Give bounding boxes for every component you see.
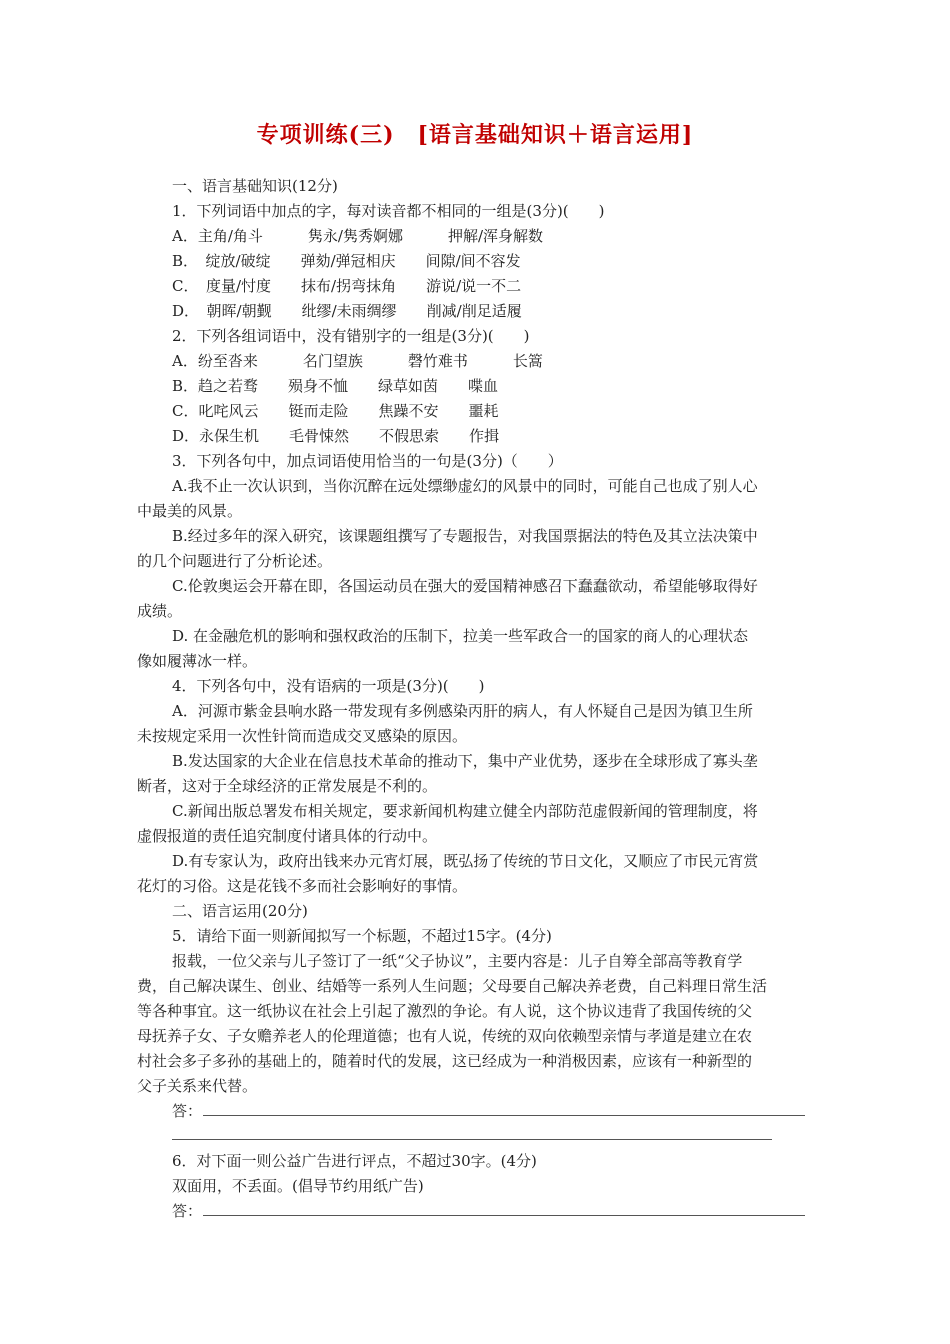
answer-line[interactable] — [172, 1139, 772, 1140]
question-5-passage-line5: 村社会多子多孙的基础上的，随着时代的发展，这已经成为一种消极因素，应该有一种新型的 — [137, 1052, 753, 1070]
question-3-option-d-line1: D. 在金融危机的影响和强权政治的压制下，拉美一些军政合一的国家的商人的心理状态 — [172, 627, 749, 645]
question-5-passage-line2: 费，自己解决谋生、创业、结婚等一系列人生问题；父母要自己解决养老费，自己料理日常生活 — [137, 977, 768, 995]
question-1-option-a: A．主角/角斗 隽永/隽秀婀娜 押解/浑身解数 — [172, 227, 543, 245]
question-1-option-c: C． 度量/忖度 抹布/拐弯抹角 游说/说一不二 — [172, 277, 522, 295]
question-3-stem: 3．下列各句中，加点词语使用恰当的一句是(3分)（ ） — [172, 452, 563, 470]
question-4-option-b-line2: 断者，这对于全球经济的正常发展是不利的。 — [137, 777, 438, 795]
question-5-passage-line3: 等各种事宜。这一纸协议在社会上引起了激烈的争论。有人说，这个协议违背了我国传统的父 — [137, 1002, 753, 1020]
section-heading-1: 一、语言基础知识(12分) — [172, 177, 338, 195]
question-3-option-c-line1: C.伦敦奥运会开幕在即，各国运动员在强大的爱国精神感召下蠢蠢欲动，希望能够取得好 — [172, 577, 758, 595]
answer-line[interactable] — [203, 1215, 805, 1216]
question-2-option-b: B．趋之若骛 殒身不恤 绿草如茵 喋血 — [172, 377, 499, 395]
section-heading-2: 二、语言运用(20分) — [172, 902, 308, 920]
question-5-passage-line6: 父子关系来代替。 — [137, 1077, 258, 1095]
answer-line[interactable] — [203, 1115, 805, 1116]
question-3-option-d-line2: 像如履薄冰一样。 — [137, 652, 258, 670]
page-title: 专项训练(三) [语言基础知识＋语言运用] — [256, 122, 694, 148]
question-2-option-d: D．永保生机 毛骨悚然 不假思索 作揖 — [172, 427, 500, 445]
question-4-option-d-line1: D.有专家认为，政府出钱来办元宵灯展，既弘扬了传统的节日文化，又顺应了市民元宵赏 — [172, 852, 759, 870]
question-4-option-a-line1: A．河源市紫金县响水路一带发现有多例感染丙肝的病人，有人怀疑自己是因为镇卫生所 — [172, 702, 753, 720]
question-4-option-d-line2: 花灯的习俗。这是花钱不多而社会影响好的事情。 — [137, 877, 468, 895]
question-3-option-b-line1: B.经过多年的深入研究，该课题组撰写了专题报告，对我国票据法的特色及其立法决策中 — [172, 527, 758, 545]
question-4-option-b-line1: B.发达国家的大企业在信息技术革命的推动下，集中产业优势，逐步在全球形成了寡头垄 — [172, 752, 758, 770]
question-6-stem: 6．对下面一则公益广告进行评点，不超过30字。(4分) — [172, 1152, 537, 1170]
question-5-passage-line4: 母抚养子女、子女赡养老人的伦理道德；也有人说，传统的双向依赖型亲情与孝道是建立在农 — [137, 1027, 753, 1045]
question-6-answer-label: 答： — [172, 1202, 203, 1220]
question-2-option-c: C．叱咤风云 铤而走险 焦躁不安 噩耗 — [172, 402, 499, 420]
question-1-option-d: D． 朝晖/朝觐 纰缪/未雨绸缪 削减/削足适履 — [172, 302, 522, 320]
question-6-slogan: 双面用，不丢面。(倡导节约用纸广告) — [172, 1177, 424, 1195]
question-5-stem: 5．请给下面一则新闻拟写一个标题，不超过15字。(4分) — [172, 927, 552, 945]
question-4-option-a-line2: 未按规定采用一次性针筒而造成交叉感染的原因。 — [137, 727, 468, 745]
question-3-option-a-line1: A.我不止一次认识到，当你沉醉在远处缥缈虚幻的风景中的同时，可能自己也成了别人心 — [172, 477, 758, 495]
question-5-answer-label: 答： — [172, 1102, 203, 1120]
question-1-option-b: B． 绽放/破绽 弹劾/弹冠相庆 间隙/间不容发 — [172, 252, 521, 270]
question-3-option-c-line2: 成绩。 — [137, 602, 183, 620]
question-3-option-b-line2: 的几个问题进行了分析论述。 — [137, 552, 333, 570]
question-4-option-c-line2: 虚假报道的责任追究制度付诸具体的行动中。 — [137, 827, 438, 845]
question-4-stem: 4．下列各句中，没有语病的一项是(3分)( ) — [172, 677, 485, 695]
question-5-passage-line1: 报载，一位父亲与儿子签订了一纸“父子协议”，主要内容是：儿子自筹全部高等教育学 — [172, 952, 743, 970]
question-2-stem: 2．下列各组词语中，没有错别字的一组是(3分)( ) — [172, 327, 530, 345]
question-3-option-a-line2: 中最美的风景。 — [137, 502, 243, 520]
question-1-stem: 1．下列词语中加点的字，每对读音都不相同的一组是(3分)( ) — [172, 202, 605, 220]
question-2-option-a: A．纷至沓来 名门望族 磬竹难书 长篙 — [172, 352, 543, 370]
question-4-option-c-line1: C.新闻出版总署发布相关规定，要求新闻机构建立健全内部防范虚假新闻的管理制度，将 — [172, 802, 758, 820]
